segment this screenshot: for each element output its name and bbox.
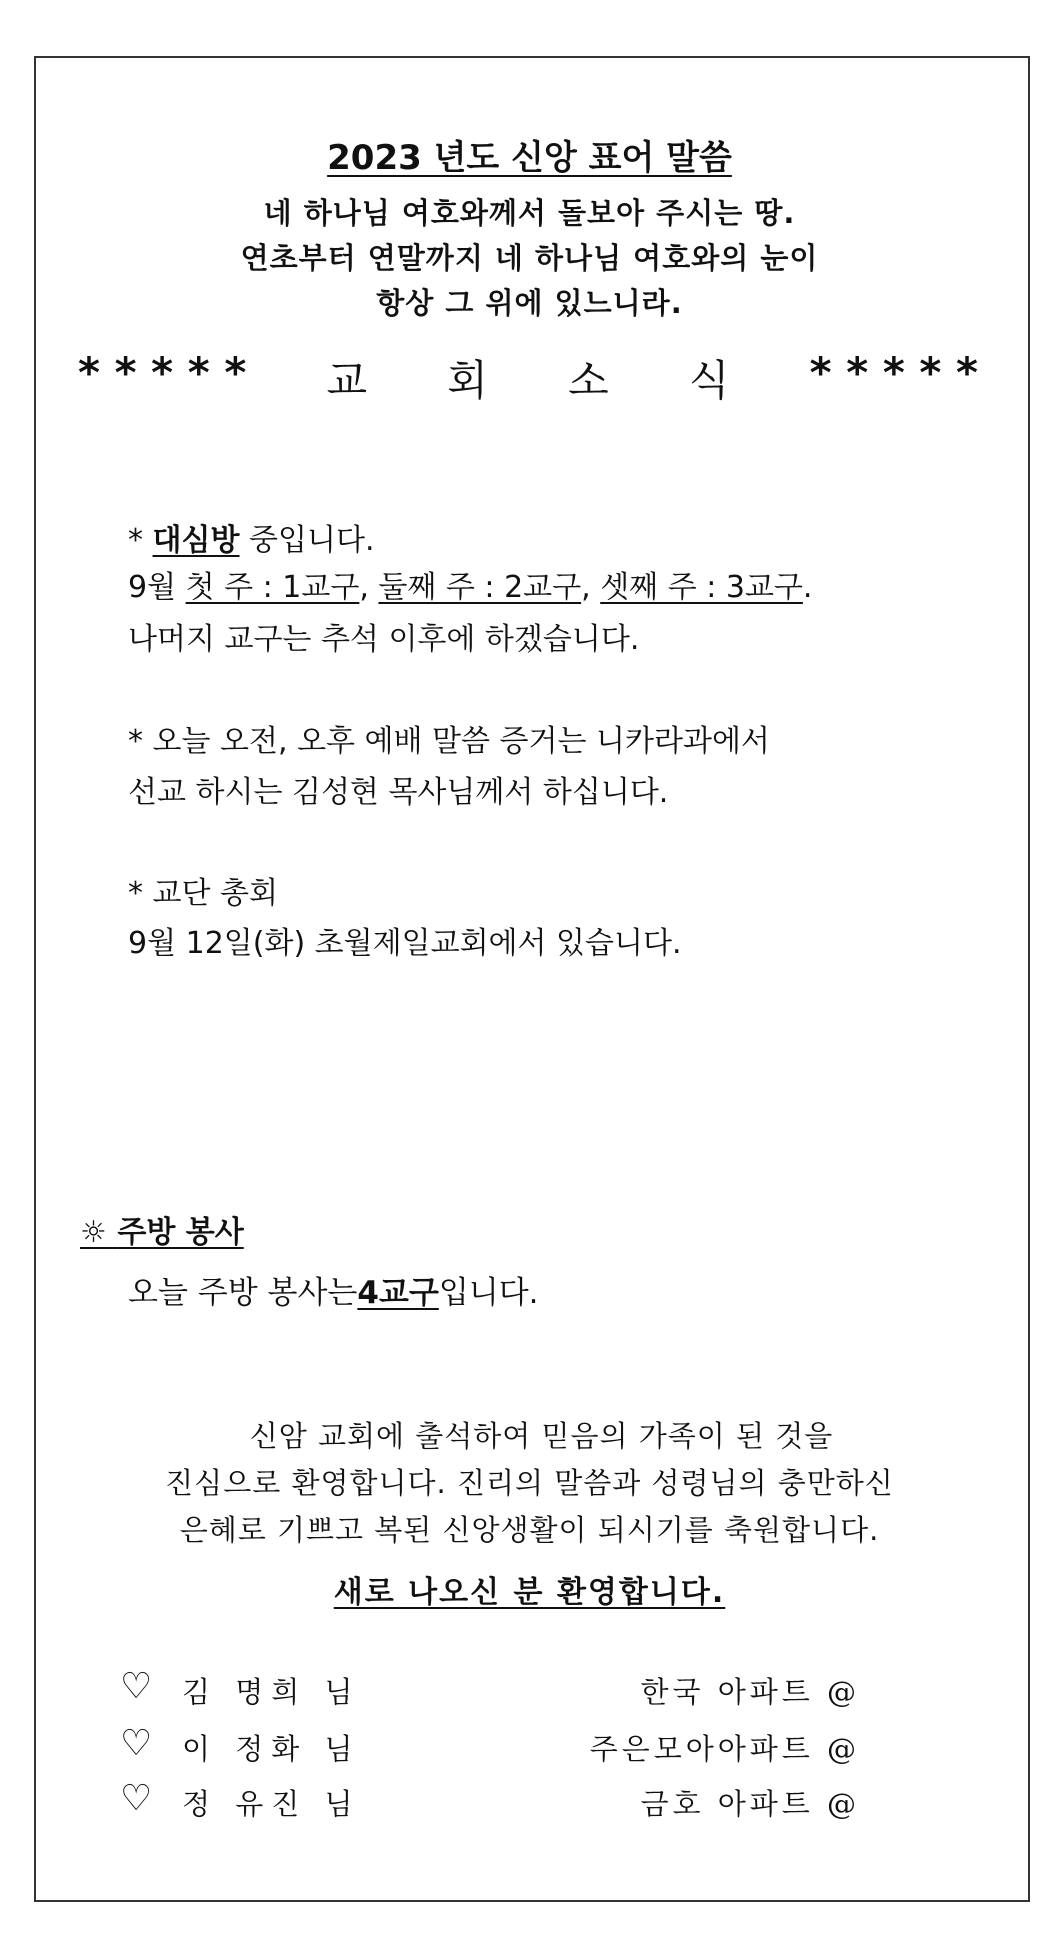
list-item xyxy=(120,1778,860,1828)
sun-icon: ☼ xyxy=(80,1215,107,1250)
newcomer-apartment: 한국 아파트 @ xyxy=(640,1675,860,1709)
heart-icon: ♡ xyxy=(120,1778,153,1819)
week-1: 첫 주 : 1교구 xyxy=(185,570,360,605)
heading-char: 식 xyxy=(688,356,730,405)
verse-line-2: 연초부터 연말까지 네 하나님 여호와의 눈이 xyxy=(240,241,819,275)
newcomer-name: 이 정화 님 xyxy=(182,1732,361,1766)
week-3: 셋째 주 : 3교구 xyxy=(600,570,803,605)
heading-char: 교 xyxy=(326,356,368,405)
visit-label: 대심방 xyxy=(152,523,240,558)
list-item xyxy=(120,1723,860,1773)
kitchen-heading: ☼ 주방 봉사 xyxy=(80,1215,244,1250)
stars-left: * * * * * xyxy=(78,348,247,397)
page-title: 2023 년도 신앙 표어 말씀 xyxy=(327,138,732,178)
church-news-heading xyxy=(78,348,978,408)
notice-sermon-line-1: * 오늘 오전, 오후 예배 말씀 증거는 니카라과에서 xyxy=(128,724,770,759)
notice-visit-schedule: 9월 첫 주 : 1교구, 둘째 주 : 2교구, 셋째 주 : 3교구. xyxy=(128,570,813,605)
bulletin-border xyxy=(34,56,1030,1902)
welcome-line-3: 은혜로 기쁘고 복된 신앙생활이 되시기를 축원합니다. xyxy=(179,1513,880,1547)
stars-right: * * * * * xyxy=(809,348,978,397)
newcomer-heading: 새로 나오신 분 환영합니다. xyxy=(333,1575,726,1610)
notice-visit-remaining: 나머지 교구는 추석 이후에 하겠습니다. xyxy=(128,622,640,657)
verse-line-3: 항상 그 위에 있느니라. xyxy=(376,286,683,320)
notice-assembly-line-2: 9월 12일(화) 초월제일교회에서 있습니다. xyxy=(128,926,682,961)
newcomer-name: 김 명희 님 xyxy=(182,1675,361,1709)
notice-visit-heading: * 대심방 중입니다. xyxy=(128,523,375,558)
heading-char: 소 xyxy=(568,356,609,405)
verse-line-1: 네 하나님 여호와께서 돌보아 주시는 땅. xyxy=(263,196,796,230)
list-item xyxy=(120,1666,860,1716)
heart-icon: ♡ xyxy=(120,1666,153,1707)
heading-char: 회 xyxy=(447,356,488,405)
notice-assembly-line-1: * 교단 총회 xyxy=(128,876,278,911)
heart-icon: ♡ xyxy=(120,1723,153,1764)
notice-sermon-line-2: 선교 하시는 김성현 목사님께서 하십니다. xyxy=(128,775,669,810)
newcomer-apartment: 주은모아아파트 @ xyxy=(589,1732,860,1766)
welcome-line-2: 진심으로 환영합니다. 진리의 말씀과 성령님의 충만하신 xyxy=(165,1466,894,1500)
week-2: 둘째 주 : 2교구 xyxy=(378,570,582,605)
kitchen-group: 4교구 xyxy=(357,1275,439,1311)
kitchen-text: 오늘 주방 봉사는4교구입니다. xyxy=(128,1275,539,1311)
welcome-line-1: 신암 교회에 출석하여 믿음의 가족이 된 것을 xyxy=(249,1419,834,1453)
newcomer-apartment: 금호 아파트 @ xyxy=(640,1787,860,1821)
newcomer-name: 정 유진 님 xyxy=(182,1787,361,1821)
